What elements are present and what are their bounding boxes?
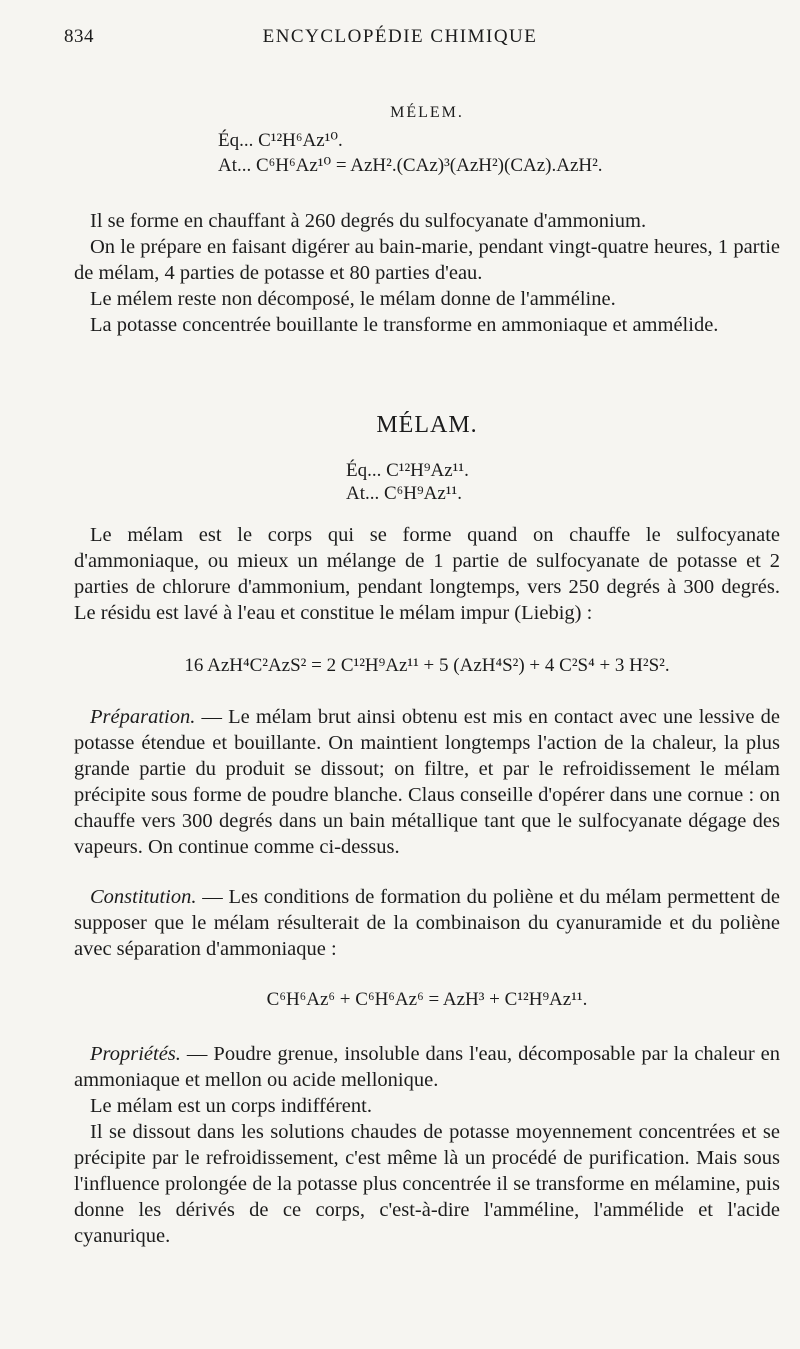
- melem-atomic-formula: [218, 153, 738, 178]
- at-label: At...: [218, 155, 252, 176]
- melam-equivalent-formula: [346, 458, 646, 483]
- at-label: At...: [346, 483, 380, 504]
- reaction-equation-2: C⁶H⁶Az⁶ + C⁶H⁶Az⁶ = AzH³ + C¹²H⁹Az¹¹.: [266, 989, 588, 1010]
- melem-paragraph-formation: Il se forme en chauffant à 260 degrés du sulfocyanate d'ammonium.: [90, 210, 647, 232]
- constitution-text: — Les conditions de formation du poliène et du mélam permettent de supposer que le mélam résulterait de la combinaison du cyanuramide et du poliène avec séparation d'ammoniaque :: [74, 886, 781, 960]
- constitution-label: Constitution.: [90, 886, 197, 908]
- at-formula: C⁶H⁶Az¹⁰ = AzH².(CAz)³(AzH²)(CAz).AzH².: [256, 155, 603, 176]
- preparation-label: Préparation.: [90, 706, 196, 728]
- preparation-text: — Le mélam brut ainsi obtenu est mis en contact avec une lessive de potasse étendue et bouillante. On maintient longtemps l'action de la chaleur, la plus grande partie du produit se dissout; on filtre, et par le refroidissement le mélam précipite sous forme de poudre blanche. Claus conseille d'opérer dans une cornue : on chauffe vers 300 degrés dans un bain métallique tant que le sulfocyanate dégage des vapeurs. On continue comme ci-dessus.: [74, 706, 780, 858]
- running-title: ENCYCLOPÉDIE CHIMIQUE: [262, 26, 538, 47]
- melem-paragraph-potash: La potasse concentrée bouillante le transforme en ammoniaque et ammélide.: [90, 314, 719, 336]
- page-number: 834: [64, 26, 94, 47]
- melam-paragraph-final: Il se dissout dans les solutions chaudes de potasse moyennement concentrées et se précipite par le refroidissement, c'est même là un procédé de purification. Mais sous l'influence prolongée de la potasse plus concentrée il se transforme en mélamine, puis donne les dérivés de ce corps, c'est-à-dire l'amméline, l'ammélide et l'acide cyanurique.: [74, 1121, 780, 1247]
- melam-paragraph-indifferent: Le mélam est un corps indifférent.: [90, 1095, 372, 1117]
- eq-label: Éq...: [346, 460, 382, 481]
- section-title-melem: MÉLEM.: [390, 104, 464, 121]
- properties-label: Propriétés.: [90, 1043, 181, 1065]
- melam-paragraph-preparation: [74, 704, 780, 860]
- at-formula: C⁶H⁹Az¹¹.: [384, 483, 462, 504]
- melam-paragraph-constitution: [74, 884, 780, 962]
- melam-paragraph-intro: Le mélam est le corps qui se forme quand on chauffe le sulfocyanate d'ammoniaque, ou mieux un mélange de 1 partie de sulfocyanate de potasse et 2 parties de chlorure d'ammonium, pendant longtemps, vers 250 degrés à 300 degrés. Le résidu est lavé à l'eau et constitue le mélam impur (Liebig) :: [74, 524, 780, 624]
- melem-paragraph-preparation: On le prépare en faisant digérer au bain-marie, pendant vingt-quatre heures, 1 partie de mélam, 4 parties de potasse et 80 parties d'eau.: [74, 236, 780, 284]
- properties-text: — Poudre grenue, insoluble dans l'eau, décomposable par la chaleur en ammoniaque et mellon ou acide mellonique.: [74, 1043, 780, 1091]
- eq-formula: C¹²H⁹Az¹¹.: [386, 460, 469, 481]
- section-title-melam: MÉLAM.: [376, 412, 478, 438]
- page-header: [0, 22, 800, 52]
- reaction-equation-1: 16 AzH⁴C²AzS² = 2 C¹²H⁹Az¹¹ + 5 (AzH⁴S²) + 4 C²S⁴ + 3 H²S².: [184, 655, 670, 676]
- melam-paragraph-properties: [74, 1041, 780, 1093]
- melem-paragraph-decomposition: Le mélem reste non décomposé, le mélam donne de l'amméline.: [90, 288, 616, 310]
- melem-equivalent-formula: [218, 128, 718, 153]
- eq-label: Éq...: [218, 130, 254, 151]
- melam-atomic-formula: [346, 481, 646, 506]
- eq-formula: C¹²H⁶Az¹⁰.: [258, 130, 343, 151]
